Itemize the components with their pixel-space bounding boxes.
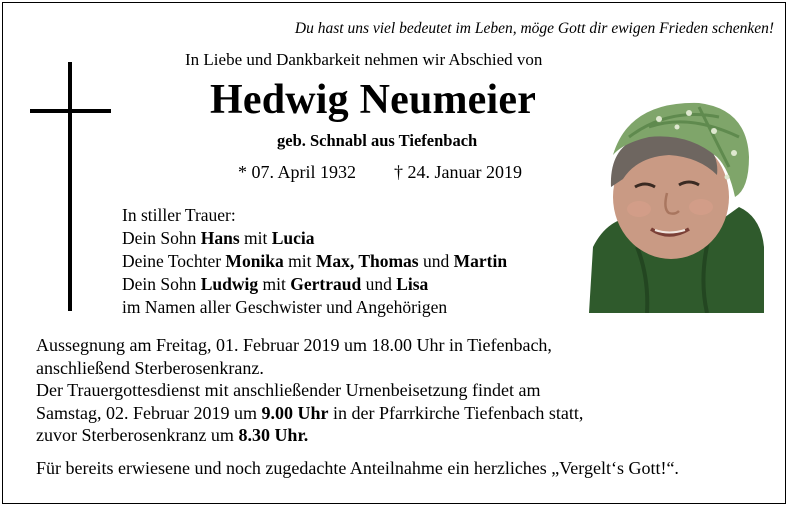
life-dates xyxy=(238,162,522,183)
details-line: Samstag, 02. Februar 2019 um 9.00 Uhr in der Pfarrkirche Tiefenbach statt, xyxy=(36,402,584,423)
details-line: Der Trauergottesdienst mit anschließender Urnenbeisetzung findet am xyxy=(36,380,541,400)
deceased-name: Hedwig Neumeier xyxy=(210,77,537,123)
thanks-line: Für bereits erwiesene und noch zugedachte Anteilnahme ein herzliches „Vergelt‘s Gott!“. xyxy=(36,458,679,478)
mourner-line: Dein Sohn Hans mit Lucia xyxy=(122,228,315,248)
details-line: Aussegnung am Freitag, 01. Februar 2019 um 18.00 Uhr in Tiefenbach, xyxy=(36,335,552,355)
birth-date: * 07. April 1932 xyxy=(238,162,357,182)
mourner-line: im Namen aller Geschwister und Angehörigen xyxy=(122,297,448,317)
mourners-heading: In stiller Trauer: xyxy=(122,205,236,225)
death-date: † 24. Januar 2019 xyxy=(394,162,522,182)
ceremony-details xyxy=(36,334,583,447)
mourners-block xyxy=(122,204,507,319)
mourner-line: Deine Tochter Monika mit Max, Thomas und Martin xyxy=(122,251,508,271)
birth-name: geb. Schnabl aus Tiefenbach xyxy=(277,131,478,150)
intro-line: In Liebe und Dankbarkeit nehmen wir Abschied von xyxy=(185,50,543,69)
details-line: zuvor Sterberosenkranz um 8.30 Uhr. xyxy=(36,425,309,445)
portrait-photo xyxy=(589,97,764,313)
mourner-line: Dein Sohn Ludwig mit Gertraud und Lisa xyxy=(122,274,429,294)
details-line: anschließend Sterberosenkranz. xyxy=(36,357,264,378)
motto: Du hast uns viel bedeutet im Leben, möge Gott dir ewigen Frieden schenken! xyxy=(294,20,774,37)
